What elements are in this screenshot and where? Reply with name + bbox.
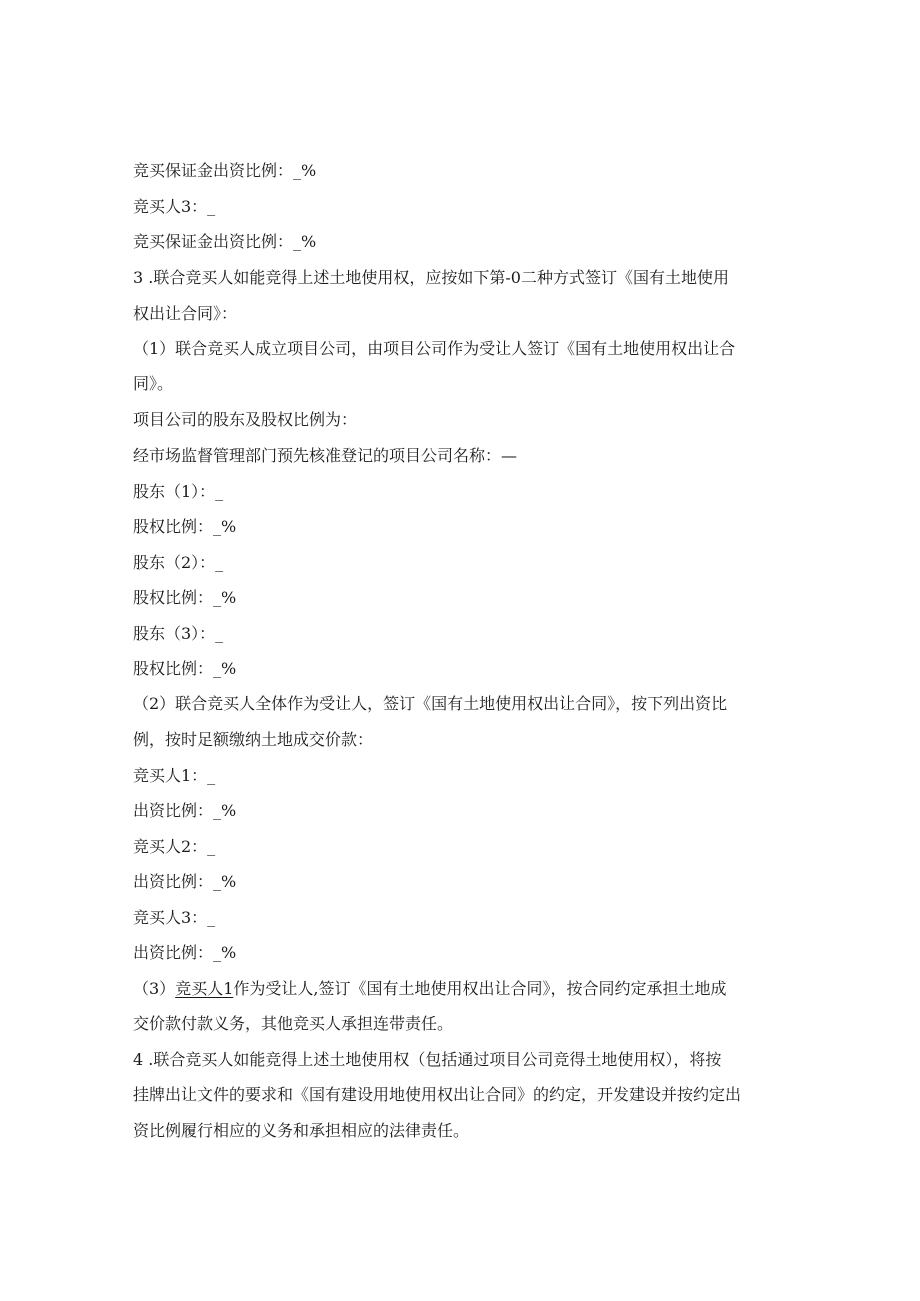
text-line: 股东（3）：_ <box>133 624 224 643</box>
text-line: 权出让合同》： <box>133 304 238 323</box>
text-line: 4 .联合竞买人如能竞得上述土地使用权（包括通过项目公司竞得土地使用权），将按 <box>133 1050 722 1069</box>
text-line: 出资比例：_% <box>133 943 237 962</box>
text-line: 竞买保证金出资比例：_% <box>133 232 317 251</box>
text-line: 竞买人1：_ <box>133 766 216 785</box>
item-3-underlined-blank: 竞买人1 <box>175 979 234 998</box>
text-line: 资比例履行相应的义务和承担相应的法律责任。 <box>133 1121 470 1140</box>
text-line: 股权比例：_% <box>133 517 237 536</box>
item-3-line <box>133 978 793 1000</box>
text-line: 挂牌出让文件的要求和《国有建设用地使用权出让合同》的约定，开发建设并按约定出 <box>133 1085 742 1104</box>
text-line: 项目公司的股东及股权比例为： <box>133 410 358 429</box>
text-line: 股东（1）：_ <box>133 482 224 501</box>
text-line: 竞买保证金出资比例：_% <box>133 161 317 180</box>
text-line: 股权比例：_% <box>133 588 237 607</box>
text-line: 竞买人3：_ <box>133 908 216 927</box>
text-line: 同》。 <box>133 374 174 393</box>
text-line: 股东（2）：_ <box>133 553 224 572</box>
text-line: 出资比例：_% <box>133 872 237 891</box>
item-3-prefix: （3） <box>133 979 176 998</box>
text-line: 例，按时足额缴纳土地成交价款： <box>133 730 374 749</box>
item-3-text: 作为受让人,签订《国有土地使用权出让合同》，按合同约定承担土地成 <box>233 979 727 998</box>
text-line: （2）联合竞买人全体作为受让人，签订《国有土地使用权出让合同》，按下列出资比 <box>133 694 728 713</box>
text-line: 交价款付款义务，其他竞买人承担连带责任。 <box>133 1014 454 1033</box>
text-line: 3 .联合竞买人如能竞得上述土地使用权，应按如下第-0二种方式签订《国有土地使用 <box>133 268 729 287</box>
text-line: 经市场监督管理部门预先核准登记的项目公司名称：— <box>133 446 518 465</box>
text-line: 竞买人2：_ <box>133 837 216 856</box>
text-line: 竞买人3：_ <box>133 197 216 216</box>
text-line: （1）联合竞买人成立项目公司，由项目公司作为受让人签订《国有土地使用权出让合 <box>133 339 736 358</box>
text-line: 出资比例：_% <box>133 801 237 820</box>
text-line: 股权比例：_% <box>133 659 237 678</box>
